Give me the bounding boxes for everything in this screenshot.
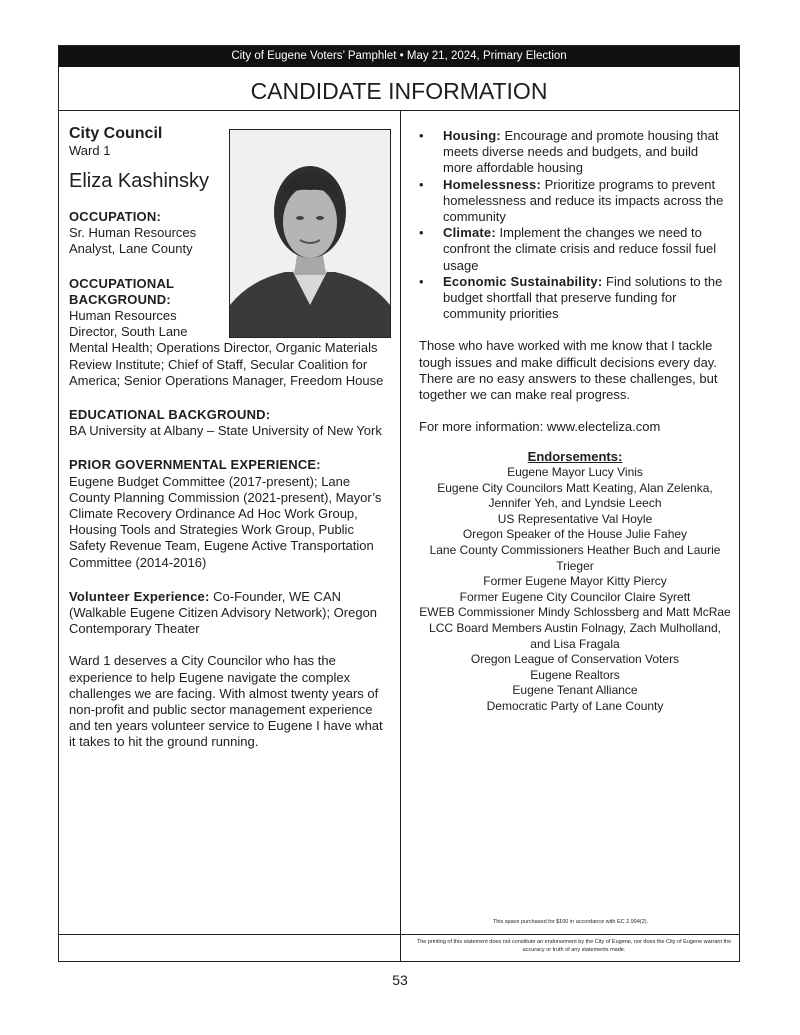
volunteer-section [69, 589, 391, 638]
closing-statement: Those who have worked with me know that I tackle tough issues and make difficult decisions every day. There are no easy answers to these challenges, but together we can make real progress. [419, 338, 718, 403]
occupational-background-section [69, 276, 391, 389]
education-section [69, 407, 391, 439]
page-title: CANDIDATE INFORMATION [250, 78, 548, 104]
endorsement-item: US Representative Val Hoyle [497, 511, 653, 526]
page-number: 53 [392, 972, 408, 988]
occupation-section [69, 209, 391, 258]
endorsement-item: Lane County Commissioners Heather Buch and Laurie Trieger [429, 543, 721, 573]
endorsement-item: EWEB Commissioner Mindy Schlossberg and Matt McRae [419, 605, 731, 620]
government-experience-heading: PRIOR GOVERNMENTAL EXPERIENCE: [69, 457, 321, 473]
issue-text: Find solutions to the budget shortfall that preserve funding for community priorities [443, 273, 723, 322]
occupation-line-1: Sr. Human Resources [69, 225, 197, 241]
ward-label: Ward 1 [69, 143, 111, 158]
candidate-name: Eliza Kashinsky [69, 170, 210, 192]
candidate-page-frame [58, 45, 740, 962]
government-experience-section [69, 457, 391, 570]
government-experience-text: Eugene Budget Committee (2017-present); Lane County Planning Commission (2021-present), Mayor’s Climate Recovery Ordinance Ad Hoc Work Group, Housing Tools and Strategies Work Group, Public Safety Revenue Team, Eugene Active Transportation Committee (2014-2016) [69, 473, 382, 570]
endorsement-item: Oregon Speaker of the House Julie Fahey [462, 527, 688, 542]
candidate-statement: Ward 1 deserves a City Councilor who has the experience to help Eugene navigate the complex challenges we are facing. With almost twenty years of non-profit and public sector management experience and ten years volunteer service to Eugene I have what it takes to hit the ground running. [69, 653, 383, 750]
pamphlet-banner: City of Eugene Voters’ Pamphlet • May 21, 2024, Primary Election [59, 46, 739, 67]
issue-label: Economic Sustainability: [443, 273, 603, 289]
endorsements-heading: Endorsements: [527, 449, 623, 465]
endorsement-item: LCC Board Members Austin Folnagy, Zach Mulholland, and Lisa Fragala [429, 620, 721, 651]
issue-label: Homelessness: [443, 176, 541, 192]
issue-text: Encourage and promote housing that meets diverse needs and budgets, and build more affordable housing [443, 128, 719, 176]
disclaimer: The printing of this statement does not constitute an endorsement by the City of Eugene, nor does the City of Eugene warrant the accuracy or truth of any statements made. [416, 939, 732, 953]
issue-item [419, 177, 731, 226]
occupational-background-line-1: Human Resources [69, 308, 177, 324]
occupational-background-heading-2: BACKGROUND: [69, 291, 171, 307]
issue-text: Prioritize programs to prevent homelessness and reduce its impacts across the community [443, 176, 724, 225]
endorsement-item: Eugene Tenant Alliance [512, 683, 638, 698]
issue-label: Climate: [443, 225, 496, 241]
volunteer-text: Co-Founder, WE CAN (Walkable Eugene Citizen Advisory Network); Oregon Contemporary Theater [69, 588, 378, 637]
right-column [419, 128, 731, 715]
column-divider [400, 110, 401, 962]
endorsement-item: Eugene Mayor Lucy Vinis [507, 465, 643, 480]
occupational-background-heading-1: OCCUPATIONAL [69, 275, 175, 291]
footer-divider [59, 934, 739, 935]
title-divider [59, 110, 739, 111]
education-heading: EDUCATIONAL BACKGROUND: [69, 407, 271, 423]
endorsement-item: Democratic Party of Lane County [486, 698, 664, 713]
more-info-link: For more information: www.electeliza.com [419, 419, 661, 435]
issue-item [419, 128, 731, 177]
issue-item [419, 225, 731, 274]
purchase-note: This space purchased for $100 in accordance with EC 2.994(2). [492, 919, 649, 925]
issue-text: Implement the changes we need to confront the climate crisis and reduce fossil fuel usage [443, 225, 717, 273]
issue-item [419, 274, 731, 323]
issue-label: Housing: [443, 128, 501, 143]
occupational-background-text: Mental Health; Operations Director, Organic Materials Review Institute; Chief of Staff, Secular Coalition for America; Senior Operations Manager, Freedom House [69, 340, 384, 388]
occupation-line-2: Analyst, Lane County [69, 241, 193, 257]
endorsement-item: Former Eugene City Councilor Claire Syrett [459, 589, 691, 604]
endorsements-section [419, 449, 731, 714]
occupation-heading: OCCUPATION: [69, 209, 161, 224]
issues-list [419, 128, 731, 322]
left-column [69, 124, 391, 751]
endorsement-item: Eugene Realtors [530, 667, 620, 682]
endorsement-item: Former Eugene Mayor Kitty Piercy [483, 574, 667, 589]
education-text: BA University at Albany – State University of New York [69, 423, 382, 439]
volunteer-heading: Volunteer Experience: [69, 588, 210, 604]
endorsement-item: Eugene City Councilors Matt Keating, Alan Zelenka, Jennifer Yeh, and Lyndsie Leech [437, 480, 713, 511]
office-title: City Council [69, 125, 163, 142]
endorsement-item: Oregon League of Conservation Voters [470, 652, 680, 667]
occupational-background-line-2: Director, South Lane [69, 324, 188, 340]
